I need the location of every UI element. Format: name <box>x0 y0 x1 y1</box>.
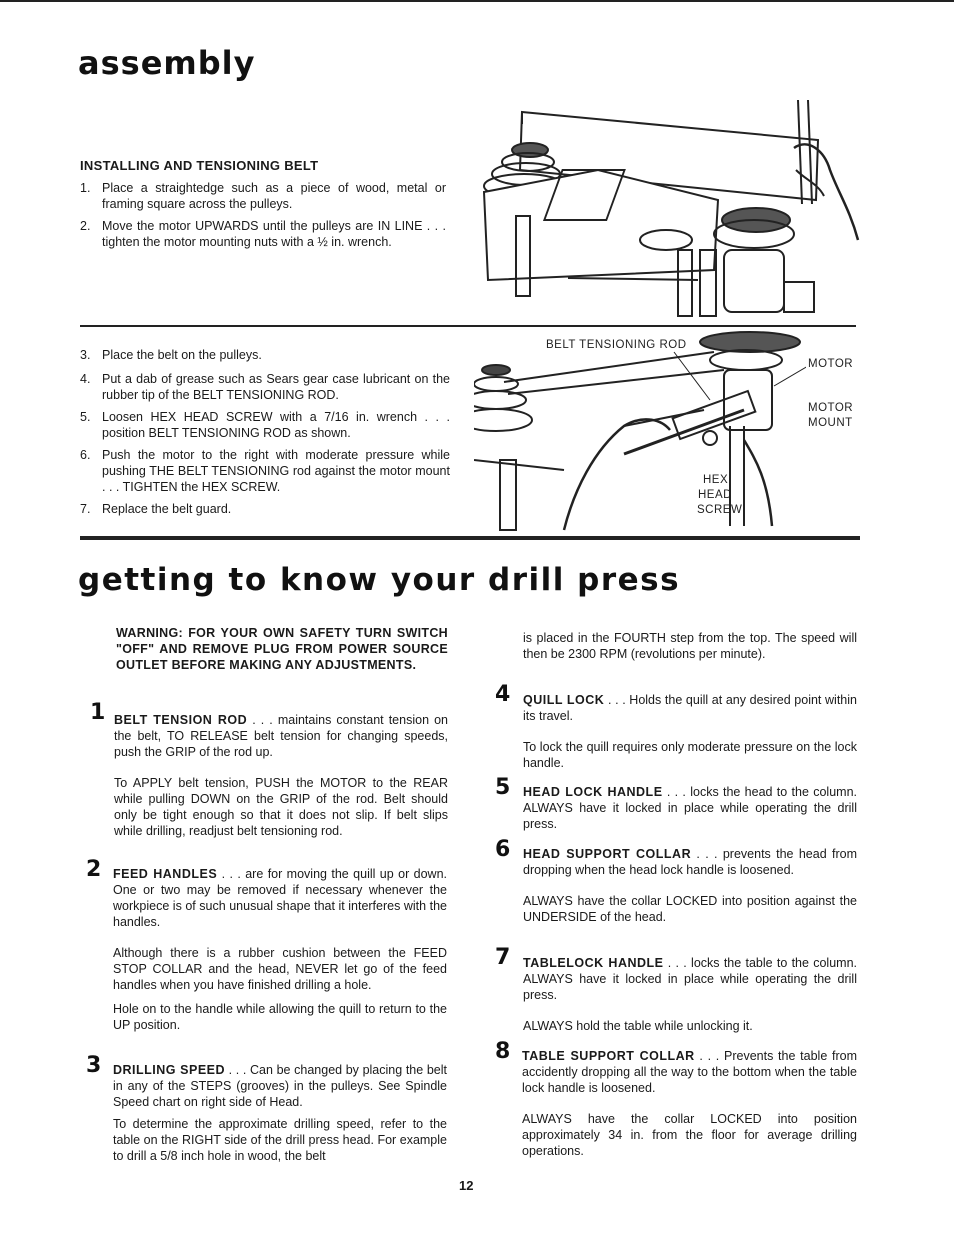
item-table-support-collar <box>522 1048 857 1159</box>
item-paragraph: To determine the approximate drilling speed, refer to the table on the RIGHT side of the drill press head. For example to drill a 5/8 inch hole in wood, the belt <box>113 1117 447 1163</box>
item-paragraph: Although there is a rubber cushion between the FEED STOP COLLAR and the head, NEVER let go of the feed handles when you have finished drilling a hole. <box>113 946 447 992</box>
item-label: TABLE SUPPORT COLLAR <box>522 1049 695 1063</box>
step-text: Place the belt on the pulleys. <box>102 348 262 362</box>
item-paragraph: To lock the quill requires only moderate pressure on the lock handle. <box>523 740 857 770</box>
step-item <box>80 218 446 250</box>
item-belt-tension-rod <box>114 712 448 839</box>
step-item <box>80 347 450 363</box>
item-number: 5 <box>495 775 511 800</box>
item-feed-handles <box>113 866 447 1033</box>
item-paragraph: ALWAYS have the collar LOCKED into position approximately 34 in. from the floor for average drilling operations. <box>522 1112 857 1158</box>
installing-heading: INSTALLING AND TENSIONING BELT <box>80 158 319 173</box>
step-item <box>80 501 450 517</box>
hex-label-line3: SCREW <box>697 504 743 516</box>
step-text: Loosen HEX HEAD SCREW with a 7/16 in. wrench . . . position BELT TENSIONING ROD as shown. <box>102 410 450 440</box>
steps-group-b <box>80 347 450 517</box>
step-number: 6. <box>80 448 91 462</box>
step-text: Put a dab of grease such as Sears gear case lubricant on the rubber tip of the BELT TENSIONING ROD. <box>102 372 450 402</box>
item-text: . . . prevents the head from dropping when the head lock handle is loosened. <box>523 847 857 877</box>
step-item <box>80 371 450 403</box>
step-text: Replace the belt guard. <box>102 502 232 516</box>
step-number: 1. <box>80 181 91 195</box>
step-item <box>80 409 450 441</box>
item-paragraph: ALWAYS have the collar LOCKED into position against the UNDERSIDE of the head. <box>523 894 857 924</box>
item-number: 6 <box>495 837 511 862</box>
item-tablelock-handle <box>523 955 857 1034</box>
section-divider <box>80 325 856 327</box>
belt-rod-label: BELT TENSIONING ROD <box>546 339 687 351</box>
motor-label: MOTOR <box>808 358 854 370</box>
step-text: Place a straightedge such as a piece of wood, metal or framing square across the pulleys. <box>102 181 446 211</box>
step-number: 5. <box>80 410 91 424</box>
item-number: 8 <box>495 1039 511 1064</box>
step-number: 4. <box>80 372 91 386</box>
getting-to-know-title: getting to know your drill press <box>78 562 681 598</box>
top-border <box>0 0 954 2</box>
pulley-alignment-illustration <box>478 100 860 318</box>
item-paragraph: Hole on to the handle while allowing the quill to return to the UP position. <box>113 1002 447 1032</box>
item-quill-lock <box>523 692 857 771</box>
assembly-title: assembly <box>78 44 256 82</box>
item-label: FEED HANDLES <box>113 867 218 881</box>
step-number: 2. <box>80 219 91 233</box>
item-number: 4 <box>495 682 511 707</box>
item-text: . . . Prevents the table from accidently dropping all the way to the bottom when the table lock handle is loosened. <box>522 1049 857 1095</box>
safety-warning: WARNING: FOR YOUR OWN SAFETY TURN SWITCH "OFF" AND REMOVE PLUG FROM POWER SOURCE OUTLET BEFORE MAKING ANY ADJUSTMENTS. <box>116 626 448 672</box>
steps-group-a <box>80 180 446 250</box>
step-text: Move the motor UPWARDS until the pulleys are IN LINE . . . tighten the motor mounting nuts with a ½ in. wrench. <box>102 219 446 249</box>
item-text: . . . locks the head to the column. ALWAYS have it locked in place while operating the drill press. <box>523 785 857 831</box>
step-text: Push the motor to the right with moderate pressure while pushing THE BELT TENSIONING rod against the motor mount . . . TIGHTEN the HEX SCREW. <box>102 448 450 494</box>
item-text: . . . Holds the quill at any desired point within its travel. <box>523 693 857 723</box>
item-text: . . . locks the table to the column. ALWAYS have it locked in place while operating the drill press. <box>523 956 857 1002</box>
belt-tensioning-illustration <box>474 330 806 532</box>
page-number: 12 <box>459 1178 474 1193</box>
item-number: 7 <box>495 945 511 970</box>
item-label: DRILLING SPEED <box>113 1063 226 1077</box>
item-number: 3 <box>86 1053 102 1078</box>
item-label: HEAD SUPPORT COLLAR <box>523 847 692 861</box>
item-text: . . . maintains constant tension on the belt, TO RELEASE belt tension for changing speeds, push the GRIP of the rod up. <box>114 713 448 759</box>
hex-label-line2: HEAD <box>698 489 732 501</box>
item-label: QUILL LOCK <box>523 693 605 707</box>
item-text: . . . Can be changed by placing the belt in any of the STEPS (grooves) in the pulleys. See Spindle Speed chart on right side of Head. <box>113 1063 447 1109</box>
item-label: BELT TENSION ROD <box>114 713 248 727</box>
item-text: . . . are for moving the quill up or down. One or two may be removed if necessary whenever the workpiece is of such unusual shape that it interferes with the handles. <box>113 867 447 929</box>
step-number: 7. <box>80 502 91 516</box>
item-number: 1 <box>90 700 106 725</box>
hex-label-line1: HEX <box>703 474 729 486</box>
item-number: 2 <box>86 857 102 882</box>
item-head-support-collar <box>523 846 857 925</box>
section-divider-heavy <box>80 536 860 540</box>
step-number: 3. <box>80 348 91 362</box>
motor-mount-label-line1: MOTOR <box>808 402 854 414</box>
item-label: HEAD LOCK HANDLE <box>523 785 663 799</box>
step-item <box>80 447 450 495</box>
item-head-lock-handle <box>523 784 857 832</box>
item-paragraph: ALWAYS hold the table while unlocking it. <box>523 1019 753 1033</box>
motor-mount-label-line2: MOUNT <box>808 417 853 429</box>
item-drilling-speed <box>113 1062 447 1164</box>
item-paragraph: To APPLY belt tension, PUSH the MOTOR to the REAR while pulling DOWN on the GRIP of the rod. Belt should only be tight enough so that it does not slip. If belt slips while drilling, readjust belt tensioning rod. <box>114 776 448 838</box>
drilling-speed-continued: is placed in the FOURTH step from the top. The speed will then be 2300 RPM (revolutions per minute). <box>523 631 857 661</box>
item-label: TABLELOCK HANDLE <box>523 956 664 970</box>
step-item <box>80 180 446 212</box>
